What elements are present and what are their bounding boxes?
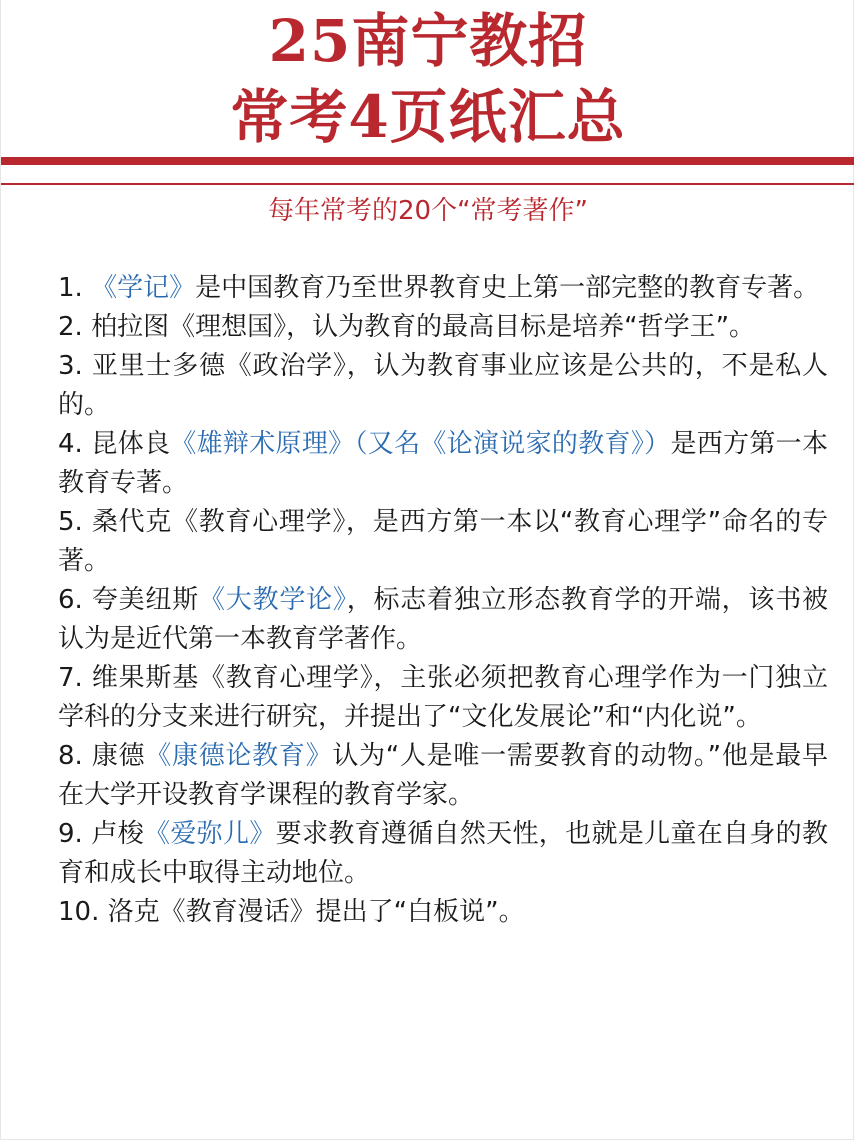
item-book-title: 《雄辩术原理》（又名《论演说家的教育》） [170, 429, 671, 459]
item-description: ，标志着独立形态教育学的开端，该书被认为是近代第一本教育学著作。 [58, 585, 828, 654]
item-number: 6. [58, 585, 83, 615]
list-item [58, 503, 828, 581]
list-item [58, 269, 828, 308]
divider-thick [1, 157, 854, 165]
list-item [58, 425, 828, 503]
item-author: 康德 [91, 741, 146, 771]
list-item [58, 347, 828, 425]
item-author: 洛克 [107, 897, 160, 927]
item-description: ，认为教育的最高目标是培养“哲学王”。 [286, 312, 756, 342]
page-subtitle: 每年常考的20个“常考著作” [267, 196, 589, 226]
item-book-title: 《爱弥儿》 [144, 819, 276, 849]
item-book-title: 《政治学》 [225, 351, 347, 381]
item-book-title: 《教育心理学》 [199, 663, 374, 693]
list-item [58, 737, 828, 815]
item-description: ，认为教育事业应该是公共的，不是私人的。 [58, 351, 828, 420]
item-author: 维果斯基 [91, 663, 199, 693]
item-number: 9. [58, 819, 83, 849]
item-author: 桑代克 [91, 507, 172, 537]
item-description: 提出了“白板说”。 [315, 897, 525, 927]
item-description: 是西方第一本教育专著。 [58, 429, 828, 498]
item-author: 卢梭 [91, 819, 145, 849]
list-item [58, 581, 828, 659]
list-item [58, 893, 828, 932]
list-item [58, 659, 828, 737]
divider-thin [1, 183, 854, 185]
works-list [58, 269, 828, 932]
item-number: 10. [58, 897, 100, 927]
item-book-title: 《教育心理学》 [171, 507, 347, 537]
item-number: 2. [58, 312, 83, 342]
item-book-title: 《大教学论》 [199, 585, 347, 615]
item-author: 昆体良 [91, 429, 171, 459]
item-author: 夸美纽斯 [91, 585, 199, 615]
list-item [58, 815, 828, 893]
item-author: 柏拉图 [91, 312, 170, 342]
item-description: ，是西方第一本以“教育心理学”命名的专著。 [58, 507, 828, 576]
item-number: 3. [58, 351, 83, 381]
item-book-title: 《教育漫话》 [159, 897, 316, 927]
item-number: 4. [58, 429, 83, 459]
page-title-line2: 常考4页纸汇总 [230, 83, 626, 151]
list-item [58, 308, 828, 347]
page-title-line1: 25南宁教招 [268, 7, 588, 75]
item-description: 是中国教育乃至世界教育史上第一部完整的教育专著。 [195, 273, 820, 303]
item-description: ，主张必须把教育心理学作为一门独立学科的分支来进行研究，并提出了“文化发展论”和“内化说”。 [58, 663, 828, 732]
item-number: 7. [58, 663, 83, 693]
item-number: 8. [58, 741, 83, 771]
item-book-title: 《理想国》 [169, 312, 287, 342]
item-number: 1. [58, 273, 83, 303]
item-book-title: 《康德论教育》 [145, 741, 333, 771]
item-number: 5. [58, 507, 83, 537]
item-book-title: 《学记》 [91, 273, 196, 303]
item-description: 要求教育遵循自然天性，也就是儿童在自身的教育和成长中取得主动地位。 [58, 819, 828, 888]
item-description: 认为“人是唯一需要教育的动物。”他是最早在大学开设教育学课程的教育学家。 [58, 741, 828, 810]
item-author: 亚里士多德 [91, 351, 226, 381]
